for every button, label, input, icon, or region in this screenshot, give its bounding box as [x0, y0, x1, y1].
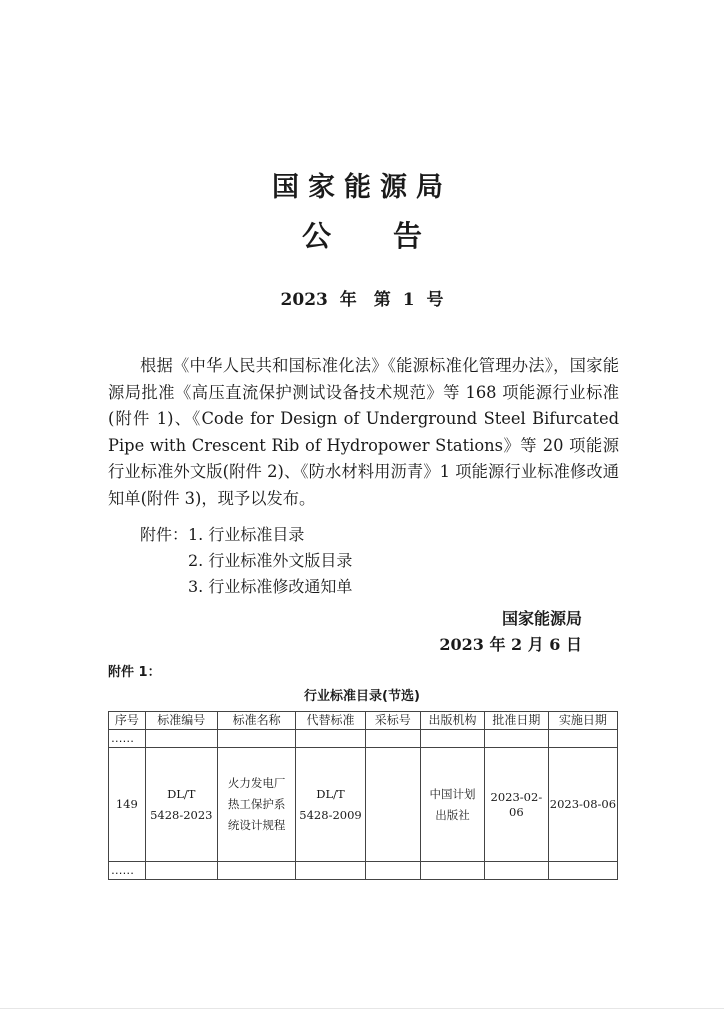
- attachment-item-1: 附件：1. 行业标准目录: [140, 525, 305, 544]
- ellipsis-row: [109, 862, 618, 880]
- signature-date: 2023 年 2 月 6 日: [439, 635, 582, 654]
- std-name-line: 火力发电厂: [227, 776, 286, 790]
- std-no-line: 5428-2023: [150, 807, 213, 822]
- table-header-row: [109, 712, 618, 730]
- publisher-line: 出版社: [435, 807, 470, 822]
- issuing-agency-title: 国家能源局: [272, 172, 452, 203]
- ellipsis-cell: ……: [109, 862, 146, 880]
- table-title: 行业标准目录(节选): [304, 689, 420, 704]
- annex-label: 附件 1：: [108, 665, 161, 680]
- column-header: 标准名称: [217, 712, 296, 730]
- signature-agency: 国家能源局: [501, 609, 582, 628]
- publisher-line: 中国计划: [429, 786, 476, 801]
- column-header: 序号: [109, 712, 146, 730]
- std-no-line: DL/T: [167, 786, 196, 801]
- seq-cell: 149: [109, 748, 146, 862]
- effective-date-cell: 2023-08-06: [548, 748, 617, 862]
- replaced-std-line: DL/T: [316, 786, 345, 801]
- column-header: 标准编号: [145, 712, 217, 730]
- ellipsis-cell: ……: [109, 730, 146, 748]
- standards-table: [108, 711, 618, 880]
- column-header: 实施日期: [548, 712, 617, 730]
- replaced-std-cell: [296, 748, 365, 862]
- document-number: 2023 年 第 1 号: [280, 290, 444, 310]
- ellipsis-row: [109, 730, 618, 748]
- column-header: 批准日期: [484, 712, 548, 730]
- std-name-cell: [217, 748, 296, 862]
- document-type-title: 公 告: [301, 219, 449, 253]
- page-bottom-divider: [0, 1008, 724, 1009]
- approve-date-cell: 2023-02-06: [484, 748, 548, 862]
- std-no-cell: [145, 748, 217, 862]
- replaced-std-line: 5428-2009: [299, 807, 362, 822]
- adopted-no-cell: [365, 748, 421, 862]
- announcement-body: 根据《中华人民共和国标准化法》《能源标准化管理办法》，国家能源局批准《高压直流保护测试设备技术规范》等 168 项能源行业标准(附件 1)、《Code for Design of Underground Steel Bifurcated Pipe with Crescent Rib of Hydropower Stations》等 20 项能源行业标准外文版(附件 2)、《防水材料用沥青》1 项能源行业标准修改通知单(附件 3)，现予以发布。: [108, 356, 619, 508]
- std-name-line: 热工保护系: [227, 797, 286, 811]
- column-header: 出版机构: [421, 712, 485, 730]
- table-row: [109, 748, 618, 862]
- attachment-item-3: 3. 行业标准修改通知单: [188, 577, 353, 596]
- std-name-line: 统设计规程: [227, 818, 286, 832]
- publisher-cell: [421, 748, 485, 862]
- column-header: 代替标准: [296, 712, 365, 730]
- attachment-item-2: 2. 行业标准外文版目录: [188, 551, 353, 570]
- column-header: 采标号: [365, 712, 421, 730]
